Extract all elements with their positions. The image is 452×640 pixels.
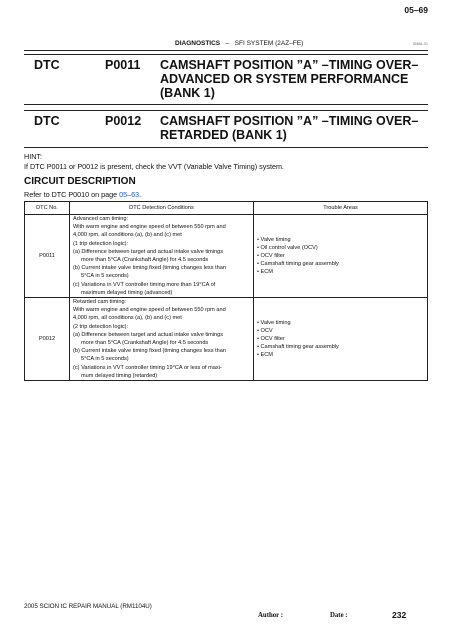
refer-prefix: Refer to DTC P0010 on page <box>24 190 120 199</box>
dtc-label: DTC <box>34 114 60 128</box>
condition-line: 5°CA in 5 seconds) <box>81 356 129 363</box>
subsection-name: SFI SYSTEM (2AZ–FE) <box>234 40 304 47</box>
dtc-no-cell: P0012 <box>25 298 70 381</box>
refer-page-link[interactable]: 05–63 <box>119 190 140 199</box>
dtc-no-cell: P0011 <box>25 215 70 298</box>
dtc-code: P0012 <box>105 114 142 128</box>
dtc-label: DTC <box>34 58 60 72</box>
column-header: DTC Detection Conditions <box>70 202 254 215</box>
author-label: Author : <box>258 612 283 619</box>
condition-line: (a) Difference between target and actual intake valve timings <box>73 331 224 338</box>
conditions-cell <box>70 298 254 381</box>
trouble-area-item: • Valve timing <box>257 236 291 243</box>
dtc-table <box>24 201 428 381</box>
table-header-row <box>25 202 428 215</box>
trouble-area-item: • ECM <box>257 352 273 359</box>
condition-line: 4,000 rpm, all conditions (a), (b) and (c) met <box>73 232 182 239</box>
manual-footer: 2005 SCION tC REPAIR MANUAL (RM1104U) <box>24 603 152 610</box>
header-rule <box>24 50 428 51</box>
condition-line: 5°CA in 5 seconds) <box>81 273 129 280</box>
trouble-area-item: • ECM <box>257 269 273 276</box>
trouble-areas-cell <box>254 215 428 298</box>
dtc-title: CAMSHAFT POSITION ”A” –TIMING OVER–ADVANCED OR SYSTEM PERFORMANCE (BANK 1) <box>160 58 419 100</box>
date-label: Date : <box>330 612 348 619</box>
trouble-areas-cell <box>254 298 428 381</box>
condition-line: With warm engine and engine speed of between 550 rpm and <box>73 307 226 314</box>
trouble-area-item: • OCV filter <box>257 335 285 342</box>
condition-line: mum delayed timing (retarded) <box>81 372 158 379</box>
condition-line: Advanced cam timing: <box>73 216 129 222</box>
hint-label: HINT: <box>24 152 42 161</box>
dtc-code: P0011 <box>105 58 141 72</box>
dtc-block-bottom-rule <box>24 104 428 105</box>
condition-line: more than 5°CA (Crankshaft Angle) for 4.5 seconds <box>81 257 209 264</box>
hint <box>24 152 284 171</box>
condition-line: (2 trip detection logic): <box>73 323 129 330</box>
trouble-area-item: • OCV <box>257 327 273 334</box>
condition-line: Retarded cam timing: <box>73 299 127 306</box>
condition-line: (1 trip detection logic): <box>73 240 129 247</box>
condition-line: more than 5°CA (Crankshaft Angle) for 4.5 seconds <box>81 340 209 347</box>
condition-line: (b) Current intake valve timing fixed (timing changes less than <box>73 265 226 272</box>
conditions-cell <box>70 215 254 298</box>
section-header <box>175 40 303 47</box>
section-name: DIAGNOSTICS <box>175 40 221 47</box>
column-header: DTC No. <box>25 202 70 215</box>
dtc-block-bottom-rule <box>24 147 428 148</box>
condition-line: With warm engine and engine speed of between 550 rpm and <box>73 224 226 231</box>
dtc-block-top-rule <box>24 54 428 55</box>
condition-line: (c) Variations in VVT controller timing more than 19°CA of <box>73 281 216 288</box>
condition-line: (c) Variations in VVT controller timing 19°CA or less of maxi- <box>73 364 222 371</box>
trouble-area-item: • Valve timing <box>257 319 291 326</box>
trouble-area-item: • Camshaft timing gear assembly <box>257 344 339 351</box>
condition-line: maximum delayed timing (advanced) <box>81 289 173 296</box>
condition-line: (a) Difference between target and actual intake valve timings <box>73 248 224 255</box>
dtc-title: CAMSHAFT POSITION ”A” –TIMING OVER–RETARDED (BANK 1) <box>160 114 419 142</box>
trouble-area-item: • OCV filter <box>257 252 285 259</box>
page-number: 05–69 <box>404 5 428 15</box>
table-row <box>25 215 428 298</box>
column-header: Trouble Areas <box>254 202 428 215</box>
doc-code: 905AL-01 <box>412 42 428 46</box>
refer-suffix: . <box>139 190 142 199</box>
condition-line: 4,000 rpm, all conditions (a), (b) and (c) met <box>73 315 182 322</box>
refer-line <box>24 190 141 199</box>
trouble-area-item: • Oil control valve (OCV) <box>257 244 318 251</box>
table-row <box>25 298 428 381</box>
circuit-heading: CIRCUIT DESCRIPTION <box>24 176 136 187</box>
hint-text: If DTC P0011 or P0012 is present, check the VVT (Variable Valve Timing) system. <box>24 161 284 171</box>
footer-page-number: 232 <box>392 610 407 620</box>
header-separator: – <box>225 40 230 47</box>
trouble-area-item: • Camshaft timing gear assembly <box>257 261 339 268</box>
dtc-block-top-rule <box>24 110 428 111</box>
condition-line: (b) Current intake valve timing fixed (timing changes less than <box>73 348 226 355</box>
